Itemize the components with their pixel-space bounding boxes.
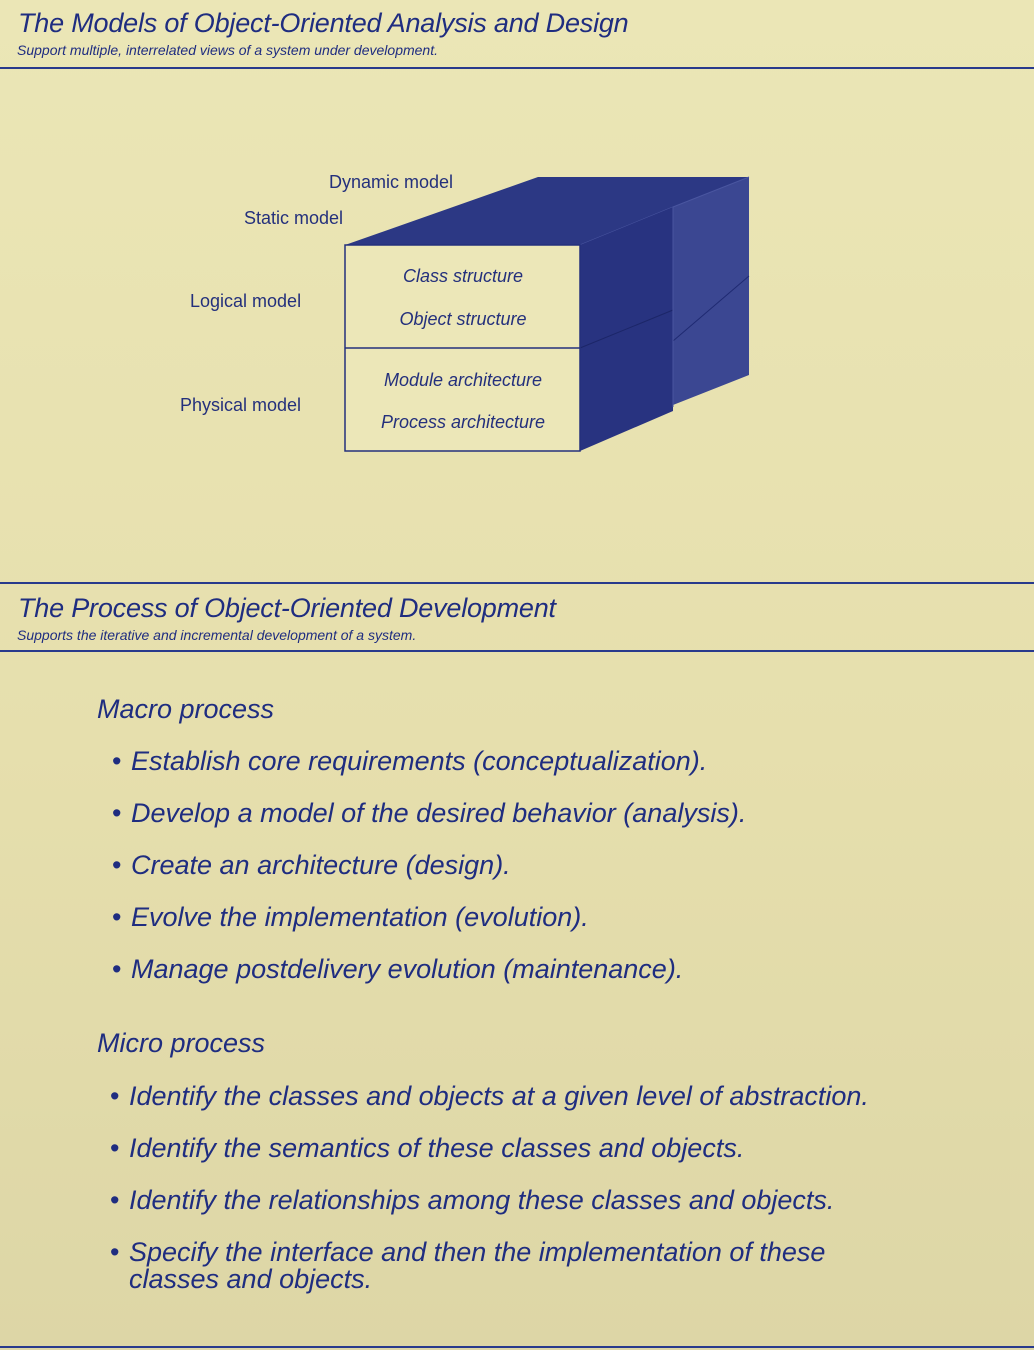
list-item-text: Establish core requirements (conceptualization). [131, 746, 708, 776]
list-item [110, 1135, 1010, 1187]
list-item-text: Create an architecture (design). [131, 850, 511, 880]
static-model-label: Static model [244, 208, 344, 228]
list-item [112, 956, 1012, 1008]
list-item [112, 748, 1012, 800]
oo-models-cube-diagram [0, 70, 1034, 582]
bullet-icon: • [112, 902, 122, 932]
process-architecture-label: Process architecture [380, 412, 546, 432]
list-item [110, 1083, 1010, 1135]
bullet-icon: • [112, 798, 122, 828]
list-item [112, 904, 1012, 956]
divider [0, 582, 1034, 584]
macro-process-heading: Macro process [97, 694, 275, 724]
divider [0, 1346, 1034, 1348]
divider [0, 67, 1034, 69]
object-structure-label: Object structure [399, 309, 527, 329]
list-item [112, 852, 1012, 904]
micro-process-heading: Micro process [97, 1028, 266, 1058]
list-item-text: Specify the interface and then the implementation of these classes and objects. [129, 1237, 826, 1294]
list-item [112, 800, 1012, 852]
bullet-icon: • [110, 1237, 120, 1267]
logical-model-label: Logical model [190, 291, 302, 311]
models-section-title: The Models of Object-Oriented Analysis and Design [18, 8, 629, 38]
list-item [110, 1187, 1010, 1239]
list-item-text: Identify the classes and objects at a given level of abstraction. [129, 1081, 869, 1111]
class-structure-label: Class structure [402, 266, 524, 286]
cube-right-back-face [673, 177, 749, 405]
list-item-text: Manage postdelivery evolution (maintenance). [131, 954, 684, 984]
list-item-text: Develop a model of the desired behavior (analysis). [131, 798, 747, 828]
bullet-icon: • [110, 1133, 120, 1163]
micro-process-list [110, 1083, 1010, 1299]
bullet-icon: • [112, 850, 122, 880]
bullet-icon: • [110, 1185, 120, 1215]
list-item [110, 1239, 889, 1299]
module-architecture-label: Module architecture [383, 370, 543, 390]
list-item-text: Identify the relationships among these classes and objects. [129, 1185, 835, 1215]
physical-model-label: Physical model [180, 395, 302, 415]
process-section-title: The Process of Object-Oriented Development [18, 593, 556, 623]
macro-process-list [112, 748, 1012, 1008]
bullet-icon: • [110, 1081, 120, 1111]
bullet-icon: • [112, 954, 122, 984]
divider [0, 650, 1034, 652]
list-item-text: Identify the semantics of these classes and objects. [129, 1133, 745, 1163]
bullet-icon: • [112, 746, 122, 776]
list-item-text: Evolve the implementation (evolution). [131, 902, 589, 932]
process-section-subtitle: Supports the iterative and incremental development of a system. [17, 627, 417, 643]
dynamic-model-label: Dynamic model [329, 172, 454, 192]
models-section-subtitle: Support multiple, interrelated views of a system under development. [17, 42, 438, 58]
